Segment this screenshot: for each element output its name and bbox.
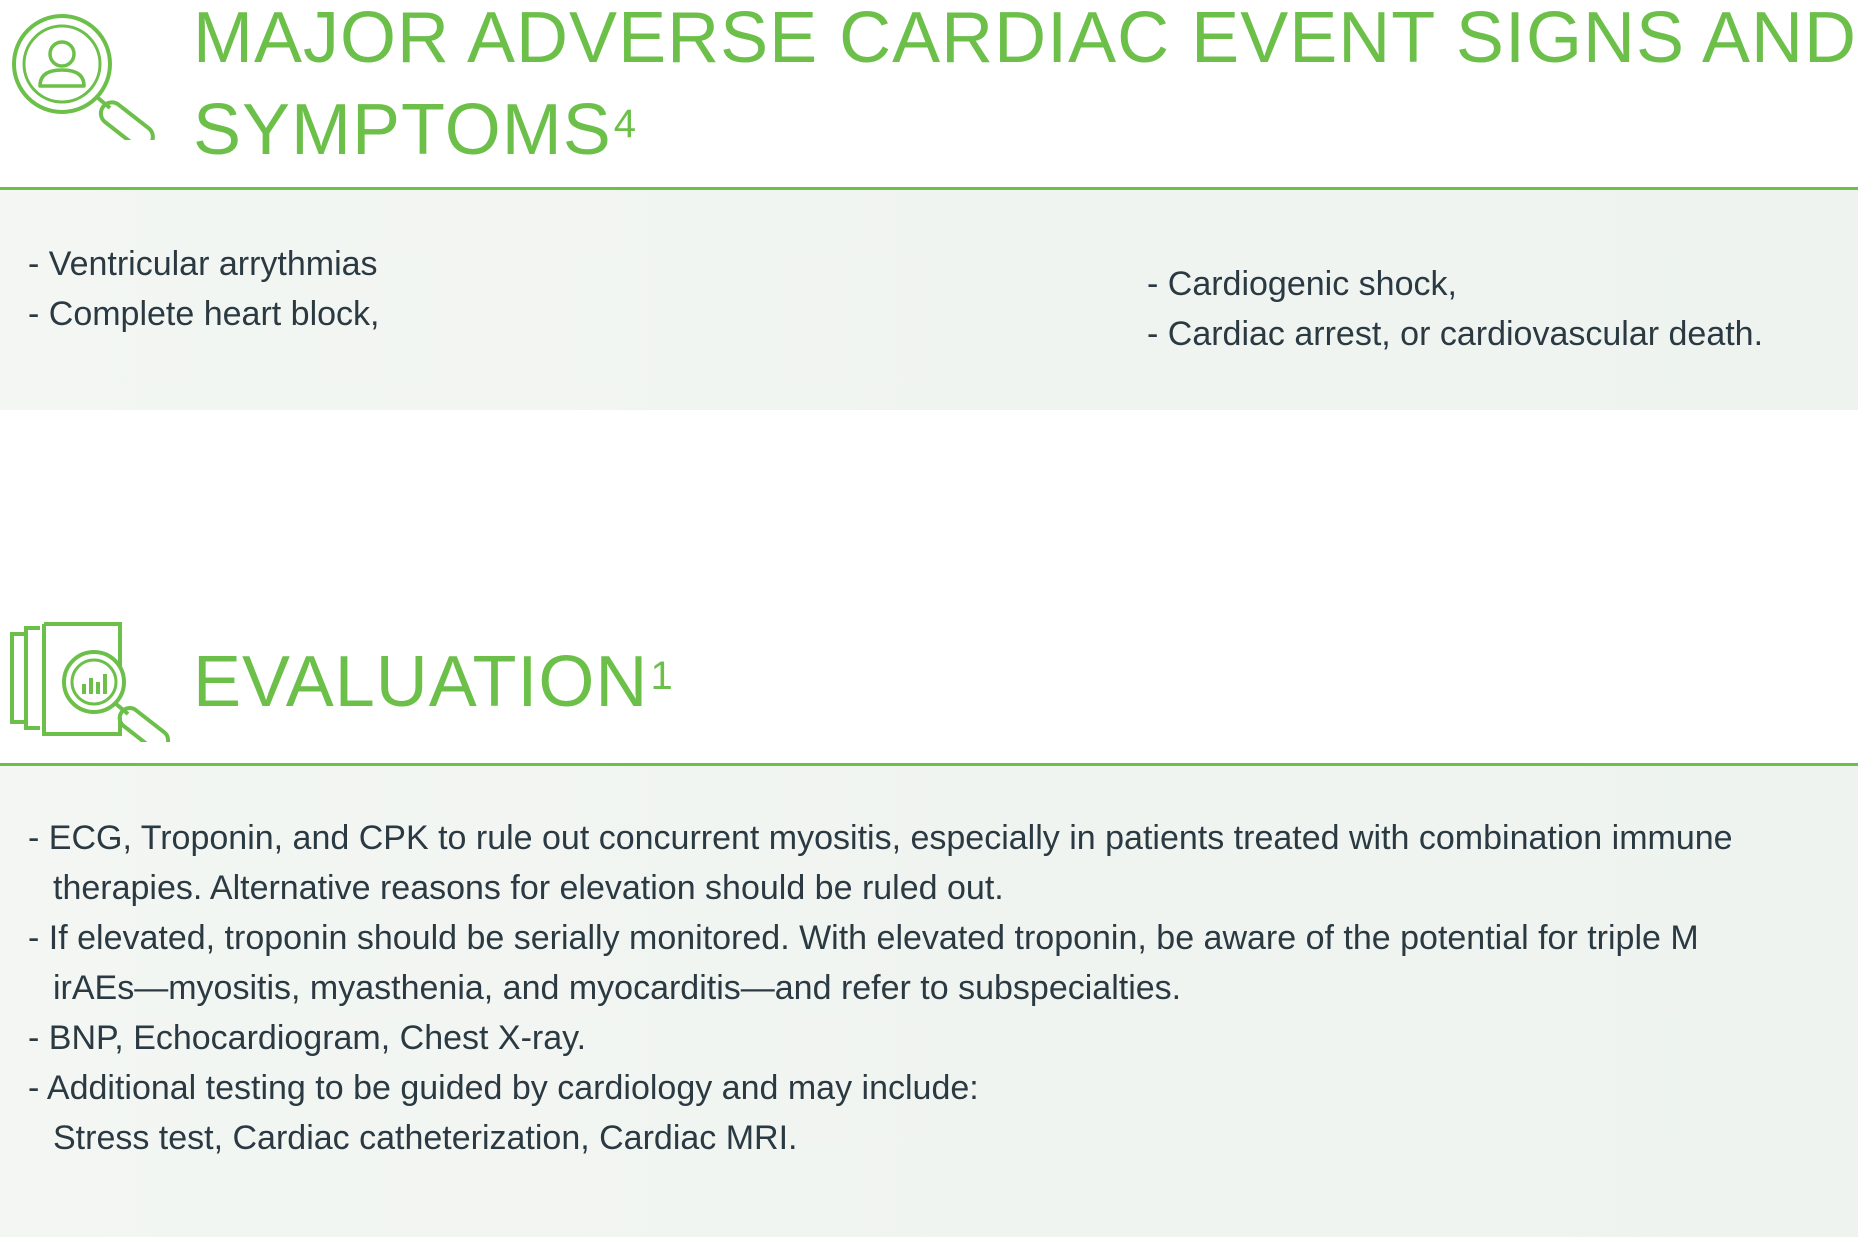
mace-item: - Cardiac arrest, or cardiovascular death. [1147,315,1764,353]
mace-section [0,0,1858,410]
document-chart-search-icon [6,622,186,742]
mace-item: - Complete heart block, [28,295,380,333]
mace-title-line1: MAJOR ADVERSE CARDIAC EVENT SIGNS AND [193,0,1858,78]
mace-item: - Cardiogenic shock, [1147,265,1457,303]
mace-item: - Ventricular arrythmias [28,245,378,283]
evaluation-section [0,600,1858,1237]
evaluation-line: - BNP, Echocardiogram, Chest X-ray. [28,1019,587,1057]
evaluation-line: - ECG, Troponin, and CPK to rule out concurrent myositis, especially in patients treated with combination immune [28,819,1733,857]
evaluation-title [193,636,674,728]
evaluation-title-reference: 1 [650,654,674,698]
mace-title-line2: SYMPTOMS [193,90,612,170]
evaluation-line: - If elevated, troponin should be serially monitored. With elevated troponin, be aware of the potential for triple M [28,919,1699,957]
evaluation-line: irAEs—myositis, myasthenia, and myocarditis—and refer to subspecialties. [53,969,1182,1007]
mace-panel [0,190,1858,410]
evaluation-panel [0,766,1858,1237]
evaluation-line: therapies. Alternative reasons for elevation should be ruled out. [53,869,1004,907]
mace-title [193,0,1857,176]
evaluation-title-text: EVALUATION [193,642,649,722]
person-search-icon [6,6,172,140]
evaluation-line: - Additional testing to be guided by cardiology and may include: [28,1069,979,1107]
evaluation-line: Stress test, Cardiac catheterization, Cardiac MRI. [53,1119,798,1157]
mace-title-reference: 4 [613,102,637,146]
